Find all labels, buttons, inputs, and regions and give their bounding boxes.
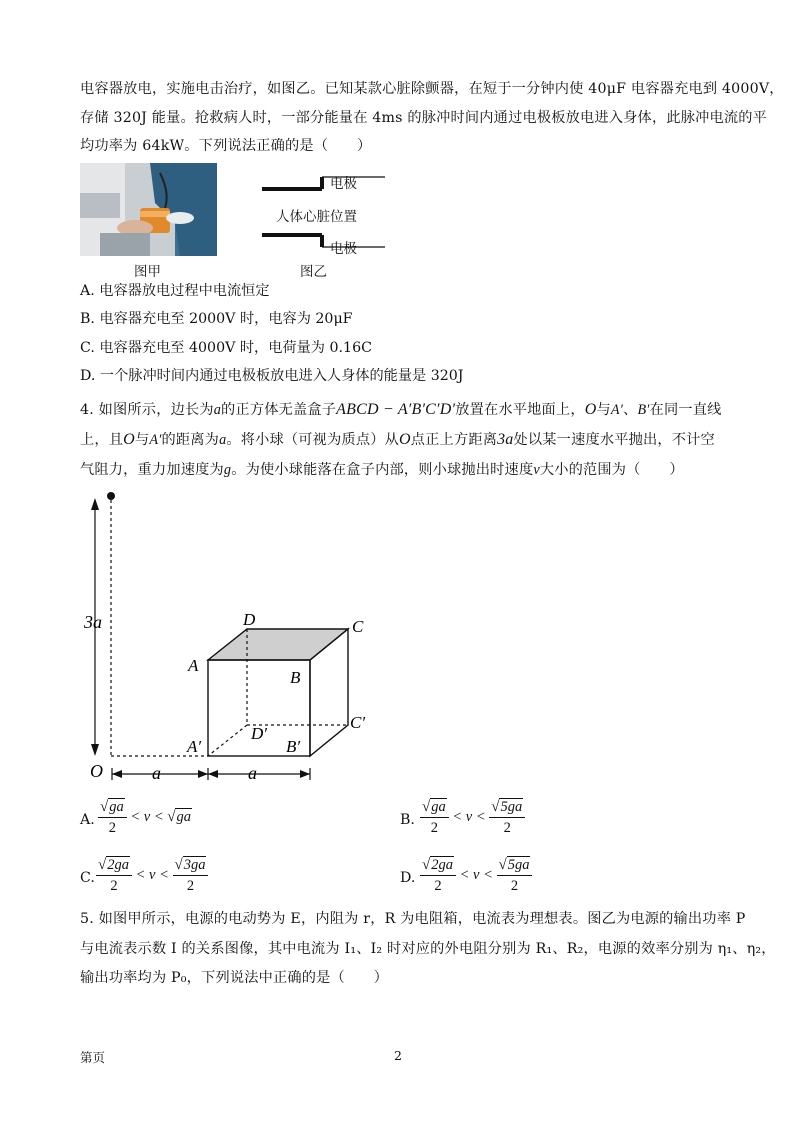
origin-label: O xyxy=(90,761,103,781)
vertex-c: C xyxy=(352,617,364,636)
q4-option-c-expr: $\frac{√2ga}{2}$ < v < $\frac{√3ga}{2}$ xyxy=(96,855,208,896)
q4-stem-line-3: 气阻力，重力加速度为g。为使小球能落在盒子内部，则小球抛出时速度v大小的范围为（ ） xyxy=(80,462,684,478)
cube-top-face xyxy=(208,629,348,660)
vertex-b: B xyxy=(290,668,301,687)
vertex-d-prime: D′ xyxy=(251,724,267,743)
vertex-c-prime: C′ xyxy=(350,713,366,732)
heart-position-label: 人体心脏位置 xyxy=(276,209,357,225)
ball-point xyxy=(107,492,115,500)
q4-option-b-label: B. xyxy=(400,812,415,828)
electrode-bottom-label: 电极 xyxy=(330,241,357,257)
q4-option-d-expr: $\frac{√2ga}{2}$ < v < $\frac{√5ga}{2}$ xyxy=(420,855,532,896)
figure-yi-caption: 图乙 xyxy=(300,264,327,280)
dim-label-1: a xyxy=(152,763,161,783)
electrode-top-label: 电极 xyxy=(330,176,357,192)
q5-line-2: 与电流表示数 I 的关系图像，其中电流为 I₁、I₂ 时对应的外电阻分别为 R₁、R₂，电源的效率分别为 η₁、η₂， xyxy=(80,941,776,957)
q3-option-d: D. 一个脉冲时间内通过电极板放电进入人身体的能量是 320J xyxy=(80,368,464,384)
footer-left: 第页 xyxy=(80,1050,106,1065)
q3-option-a: A. 电容器放电过程中电流恒定 xyxy=(80,283,270,299)
vertex-a-prime: A′ xyxy=(187,737,202,756)
q3-option-b: B. 电容器充电至 2000V 时，电容为 20μF xyxy=(80,311,353,327)
q4-option-c-label: C. xyxy=(80,870,95,886)
defibrillator-photo xyxy=(80,163,217,256)
height-label: 3a xyxy=(84,612,102,632)
q3-option-c: C. 电容器充电至 4000V 时，电荷量为 0.16C xyxy=(80,340,372,356)
q4-option-a-label: A. xyxy=(80,812,95,828)
vertex-a: A xyxy=(188,656,199,675)
intro-line-1: 电容器放电，实施电击治疗，如图乙。已知某款心脏除颤器，在短于一分钟内使 40μF 电容器充电到 4000V， xyxy=(80,81,784,97)
intro-line-3: 均功率为 64kW。下列说法正确的是（ ） xyxy=(80,138,372,154)
intro-line-2: 存储 320J 能量。抢救病人时，一部分能量在 4ms 的脉冲时间内通过电极板放电进入身体，此脉冲电流的平 xyxy=(80,110,768,126)
cube-diagram xyxy=(80,488,400,788)
figure-jia-caption: 图甲 xyxy=(134,264,161,280)
vertex-d: D xyxy=(243,610,256,629)
vertex-b-prime: B′ xyxy=(286,737,301,756)
q4-stem-line-1: 4. 如图所示，边长为a的正方体无盖盒子ABCD − A′B′C′D′放置在水平地面上，O与A′、B′在同一直线 xyxy=(80,401,722,418)
page-number: 2 xyxy=(394,1048,402,1063)
q5-line-1: 5. 如图甲所示，电源的电动势为 E，内阻为 r，R 为电阻箱，电流表为理想表。图乙为电源的输出功率 P xyxy=(80,911,746,927)
q4-option-b-expr: $\frac{√ga}{2}$ < v < $\frac{√5ga}{2}$ xyxy=(420,797,525,838)
q4-option-d-label: D. xyxy=(400,870,416,886)
q4-stem-line-2: 上，且O与A′的距离为a。将小球（可视为质点）从O点正上方距离3a处以某一速度水平抛出，不计空 xyxy=(80,431,715,448)
q4-option-a-expr: $\frac{√ga}{2}$ < v < √ga xyxy=(100,799,191,836)
q5-line-3: 输出功率均为 P₀，下列说法中正确的是（ ） xyxy=(80,970,389,986)
dim-label-2: a xyxy=(248,763,257,783)
